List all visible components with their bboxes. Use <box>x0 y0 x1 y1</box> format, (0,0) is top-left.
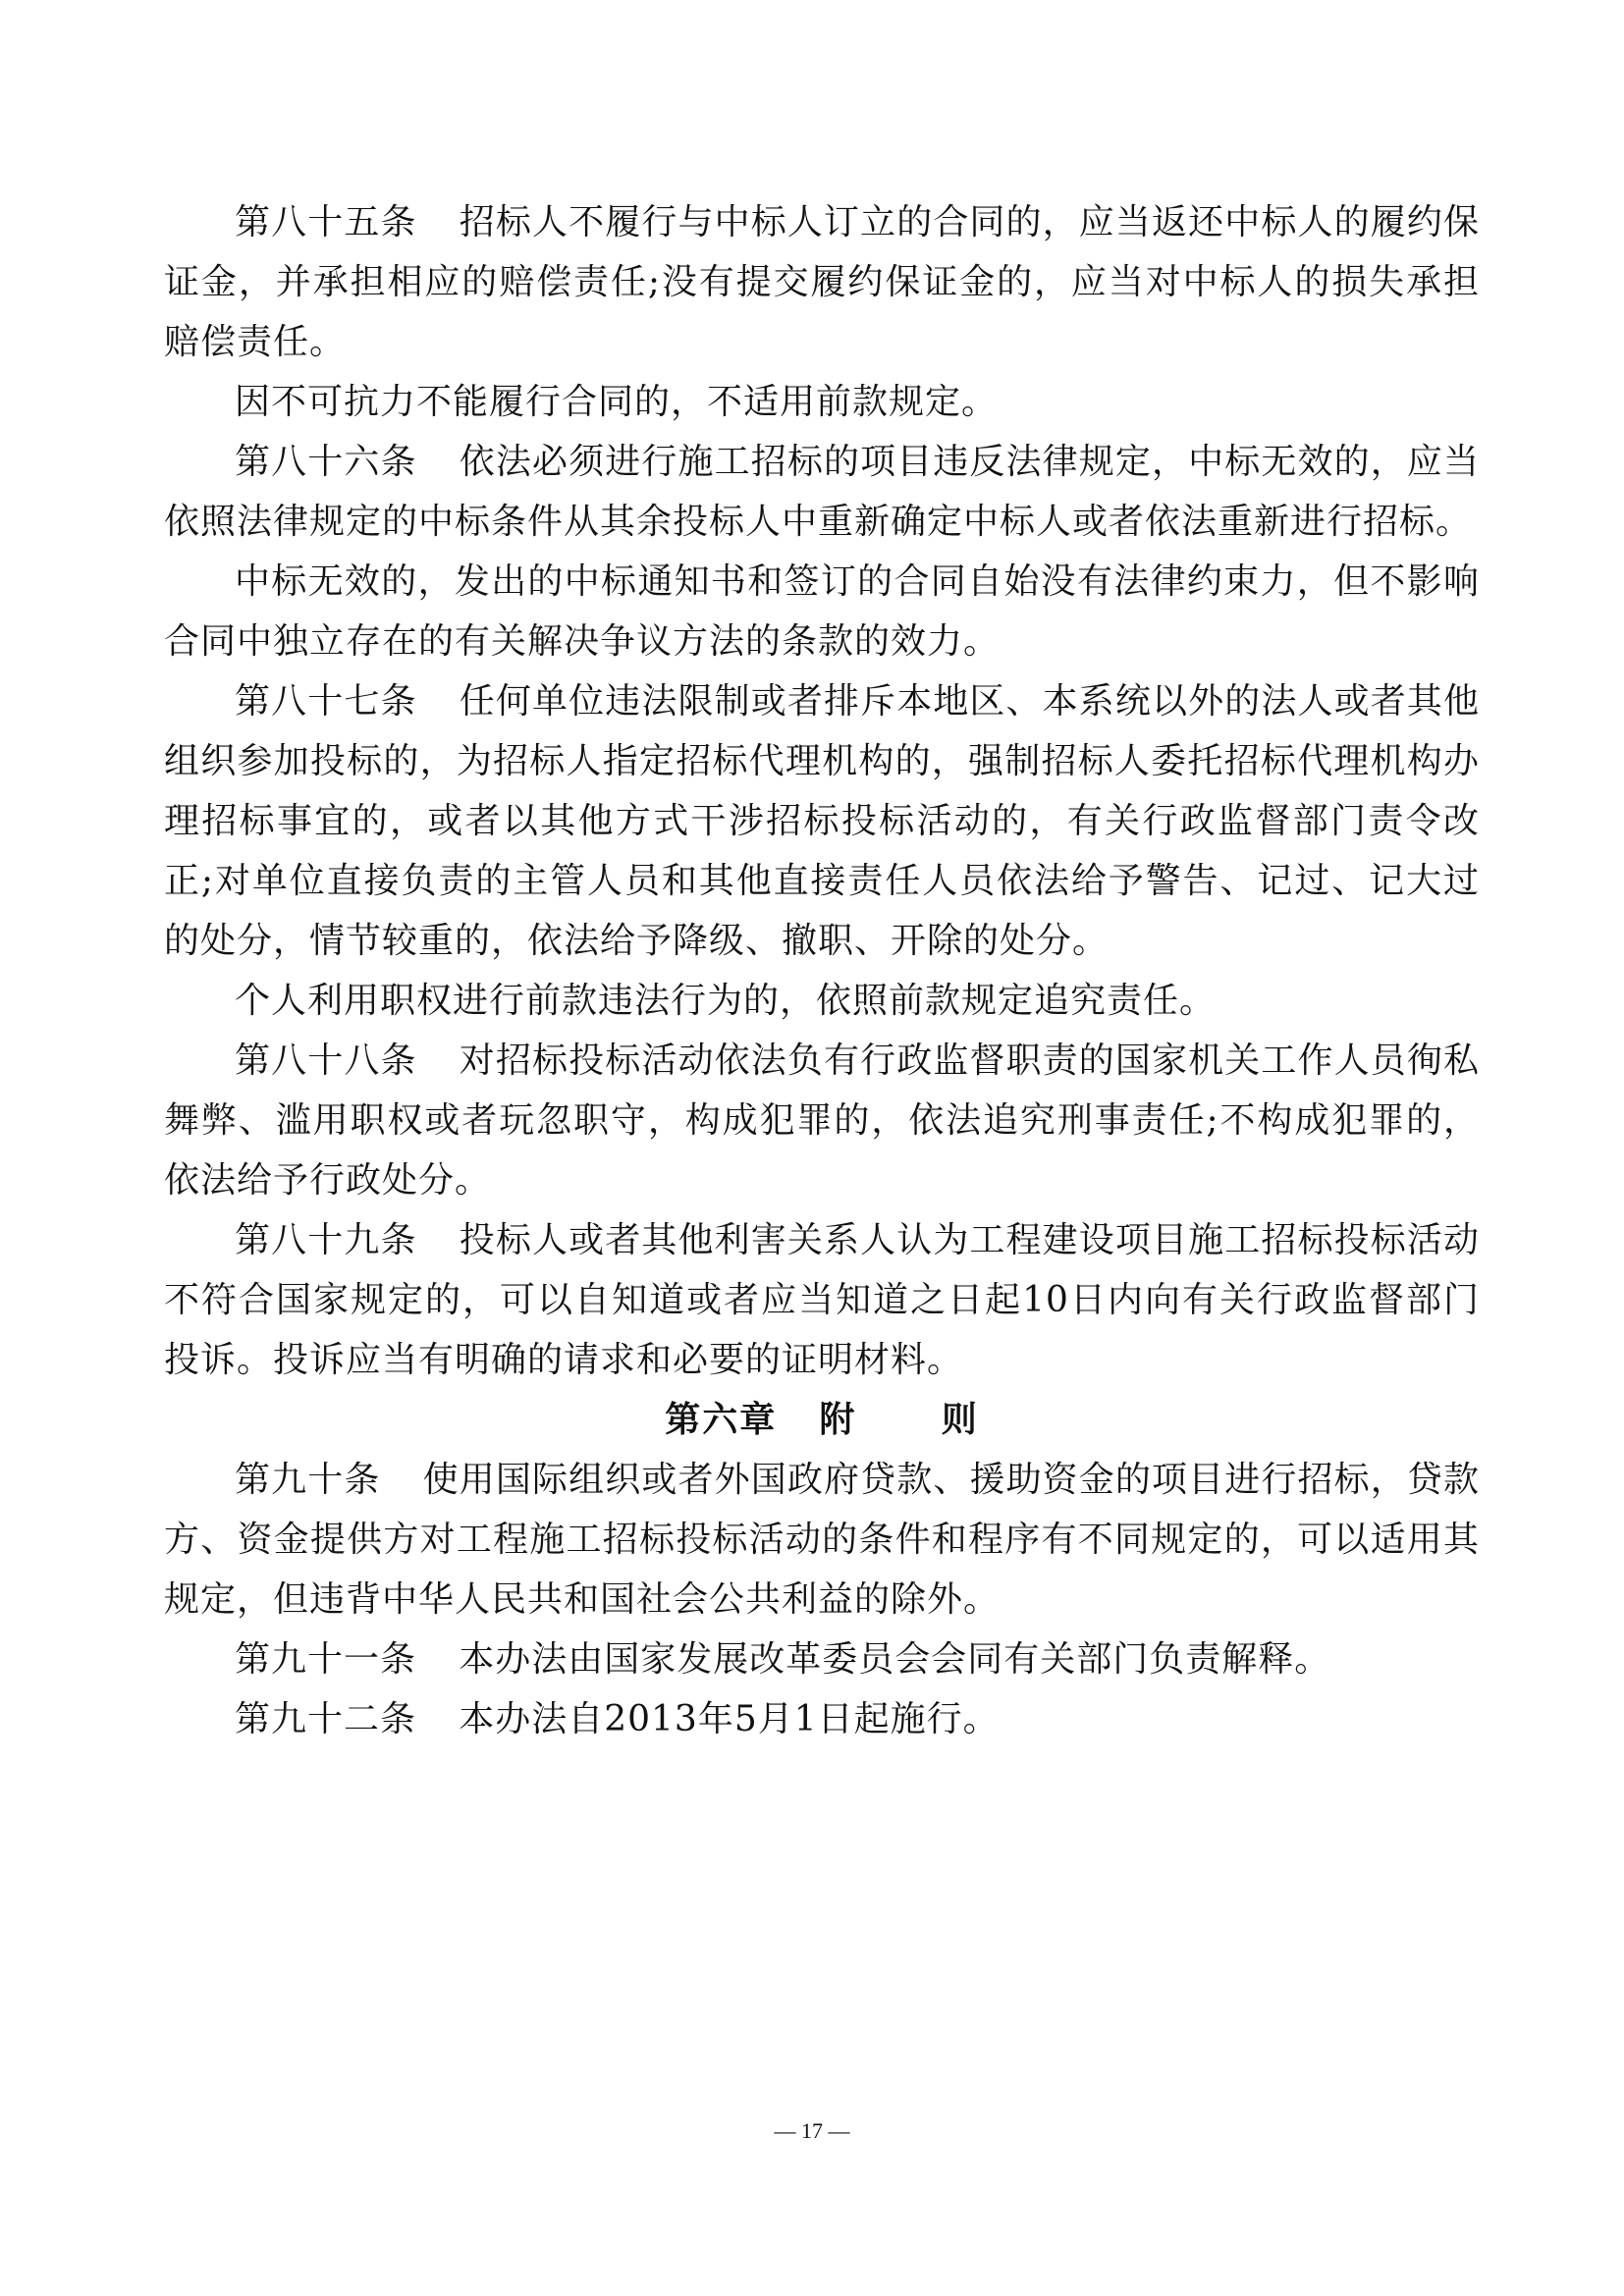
article-85 <box>164 192 1480 372</box>
article-text: 本办法由国家发展改革委员会会同有关部门负责解释。 <box>459 1639 1331 1680</box>
article-text: 使用国际组织或者外国政府贷款、援助资金的项目进行招标，贷款方、资金提供方对工程施工招标投标活动的条件和程序有不同规定的，可以适用其规定，但违背中华人民共和国社会公共利益的除外。 <box>164 1460 1480 1620</box>
article-number: 第八十八条 <box>235 1041 417 1081</box>
article-number: 第八十六条 <box>235 442 417 482</box>
article-number: 第八十九条 <box>235 1220 417 1260</box>
article-number: 第八十七条 <box>235 681 417 721</box>
paragraph-force-majeure <box>164 372 1480 432</box>
page-number: — 17 — <box>774 2118 850 2143</box>
paragraph-text: 个人利用职权进行前款违法行为的，依照前款规定追究责任。 <box>235 981 1217 1021</box>
article-88 <box>164 1031 1480 1210</box>
article-text: 投标人或者其他利害关系人认为工程建设项目施工招标投标活动不符合国家规定的，可以自知道或者应当知道之日起10日内向有关行政监督部门投诉。投诉应当有明确的请求和必要的证明材料。 <box>164 1220 1480 1380</box>
article-text: 依法必须进行施工招标的项目违反法律规定，中标无效的，应当依照法律规定的中标条件从其余投标人中重新确定中标人或者依法重新进行招标。 <box>164 442 1480 542</box>
article-text: 本办法自2013年5月1日起施行。 <box>459 1699 1000 1739</box>
article-number: 第九十条 <box>235 1460 381 1500</box>
chapter-heading <box>164 1390 1480 1450</box>
article-number: 第八十五条 <box>235 202 417 242</box>
article-92 <box>164 1689 1480 1749</box>
paragraph-text: 因不可抗力不能履行合同的，不适用前款规定。 <box>235 382 999 422</box>
article-90 <box>164 1450 1480 1629</box>
article-86 <box>164 432 1480 552</box>
article-91 <box>164 1629 1480 1689</box>
paragraph-invalid-bid <box>164 552 1480 671</box>
article-text: 对招标投标活动依法负有行政监督职责的国家机关工作人员徇私舞弊、滥用职权或者玩忽职守，构成犯罪的，依法追究刑事责任;不构成犯罪的，依法给予行政处分。 <box>164 1041 1480 1201</box>
article-87 <box>164 671 1480 971</box>
article-number: 第九十二条 <box>235 1699 417 1739</box>
article-text: 任何单位违法限制或者排斥本地区、本系统以外的法人或者其他组织参加投标的，为招标人指定招标代理机构的，强制招标人委托招标代理机构办理招标事宜的，或者以其他方式干涉招标投标活动的，有关行政监督部门责令改正;对单位直接负责的主管人员和其他直接责任人员依法给予警告、记过、记大过的处分，情节较重的，依法给予降级、撤职、开除的处分。 <box>164 681 1480 961</box>
chapter-number: 第六章 <box>665 1400 778 1440</box>
paragraph-personal-abuse <box>164 971 1480 1031</box>
paragraph-text: 中标无效的，发出的中标通知书和签订的合同自始没有法律约束力，但不影响合同中独立存在的有关解决争议方法的条款的效力。 <box>164 561 1480 662</box>
document-body <box>164 192 1480 1749</box>
chapter-title-part1: 附 <box>819 1400 857 1440</box>
article-number: 第九十一条 <box>235 1639 417 1680</box>
article-text: 招标人不履行与中标人订立的合同的，应当返还中标人的履约保证金，并承担相应的赔偿责任;没有提交履约保证金的，应当对中标人的损失承担赔偿责任。 <box>164 202 1480 362</box>
article-89 <box>164 1210 1480 1390</box>
chapter-title-part2: 则 <box>941 1400 979 1440</box>
